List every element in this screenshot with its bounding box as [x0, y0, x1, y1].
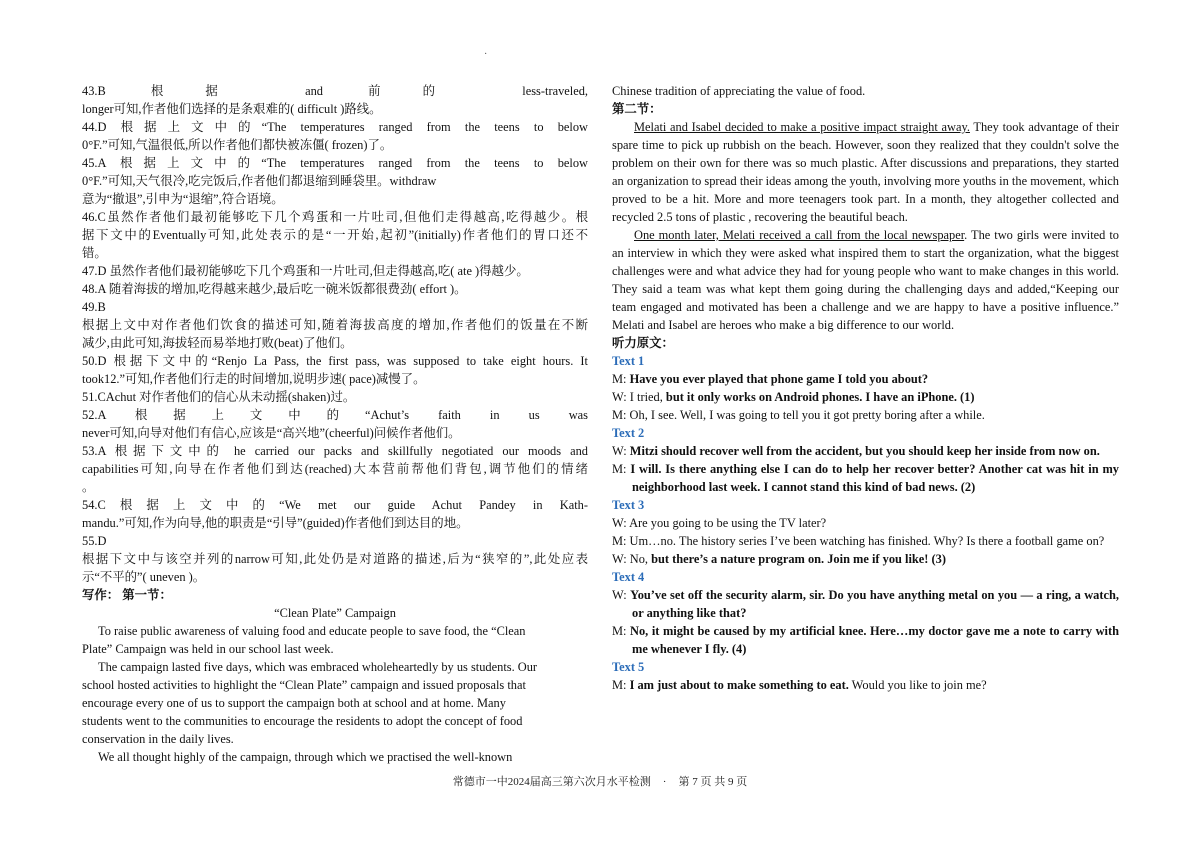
- answer-49-line2: 根据上文中对作者他们饮食的描述可知,随着海拔高度的增加,作者他们的饭量在不断: [82, 318, 588, 332]
- answer-53-line3: 。: [82, 480, 95, 494]
- section2-p1-lead-sentence: Melati and Isabel decided to make a positive impact straight away.: [634, 120, 970, 134]
- text5-line1: M: I am just about to make something to eat. Would you like to join me?: [612, 678, 987, 692]
- answer-51: 51.CAchut 对作者他们的信心从未动摇(shaken)过。: [82, 390, 356, 404]
- text5-label: Text 5: [612, 660, 645, 674]
- answer-44-line2: 0°F.”可知,气温很低,所以作者他们都快被冻僵( frozen)了。: [82, 138, 393, 152]
- answer-50-line2: took12.”可知,作者他们行走的时间增加,说明步速( pace)减慢了。: [82, 372, 426, 386]
- answer-44-line1: 44.D 根据上文中的“The temperatures ranged from the teens to below: [82, 120, 588, 134]
- text4-label: Text 4: [612, 570, 645, 584]
- text2-line2: M: I will. Is there anything else I can do to help her recover better? Another cat was hit in my neighborhood last week. I cannot stand this kind of bad news. (2): [612, 462, 1119, 494]
- answer-46-line3: 错。: [82, 246, 107, 260]
- page-footer: [0, 773, 1200, 791]
- text2-line1: W: Mitzi should recover well from the accident, but you should keep her inside from now on.: [612, 444, 1100, 458]
- text3-line3: W: No, but there’s a nature program on. Join me if you like! (3): [612, 552, 946, 566]
- answer-55-line2: 根据下文中与该空并列的narrow可知,此处仍是对道路的描述,后为“狭窄的”,此处应表: [82, 552, 588, 566]
- footer-school: 常德市一中2024届高三第六次月水平检测: [452, 776, 651, 788]
- writing-heading: 写作： 第一节：: [82, 588, 172, 602]
- answer-46-line2: 据下文中的Eventually可知,此处表示的是“一开始,起初”(initially)作者他们的胃口还不: [82, 228, 588, 242]
- section2-paragraph2: [612, 226, 1119, 334]
- header-mark: ·: [484, 49, 488, 60]
- essay-p2-line1: The campaign lasted five days, which was embraced wholeheartedly by us students. Our: [98, 660, 538, 674]
- answer-45-line2: 0°F.”可知,天气很冷,吃完饭后,作者他们都退缩到睡袋里。withdraw: [82, 174, 437, 188]
- text1-line1: M: Have you ever played that phone game I told you about?: [612, 372, 929, 386]
- answer-49-line3: 减少,由此可知,海拔轻而易举地打败(beat)了他们。: [82, 336, 353, 350]
- essay-title: “Clean Plate” Campaign: [274, 606, 396, 620]
- text1-line3: M: Oh, I see. Well, I was going to tell you it got pretty boring after a while.: [612, 408, 985, 422]
- essay-p2-line4: students went to the communities to encourage the residents to adopt the concept of food: [82, 714, 523, 728]
- text3-line2: M: Um…no. The history series I’ve been watching has finished. Why? Is there a football game on?: [612, 534, 1105, 548]
- answer-43-line2: longer可知,作者他们选择的是条艰难的( difficult )路线。: [82, 102, 382, 116]
- essay-p3-line2: Chinese tradition of appreciating the value of food.: [612, 84, 866, 98]
- answer-54-line1: 54.C根据上文中的“We met our guide Achut Pandey in Kath-: [82, 498, 588, 512]
- section2-p2-body: . The two girls were invited to an interview in which they were asked what inspired them to start the organization, what the biggest challenges were and what advice they had for young people who want to make changes in this world. They said a team was what kept them going during the challenging days and added,“Keeping our team engaged and motivated has been a challenge and we are happy to have a positive influence.” Melati and Isabel are heroes who make a big difference to our world.: [612, 228, 1119, 332]
- answer-43-line1: 43.B 根据 and 前的 less-traveled,: [82, 84, 588, 98]
- footer-dot: ·: [662, 776, 667, 788]
- answer-48: 48.A 随着海拔的增加,吃得越来越少,最后吃一碗米饭都很费劲( effort )。: [82, 282, 467, 296]
- text3-line1: W: Are you going to be using the TV later?: [612, 516, 827, 530]
- essay-p2-line2: school hosted activities to highlight the “Clean Plate” campaign and issued proposals that: [82, 678, 526, 692]
- answer-53-line1: 53.A 根据下文中的 he carried our packs and skillfully negotiated our moods and: [82, 444, 588, 458]
- essay-p1-line2: Plate” Campaign was held in our school last week.: [82, 642, 334, 656]
- answer-54-line2: mandu.”可知,作为向导,他的职责是“引导”(guided)作者他们到达目的地。: [82, 516, 469, 530]
- answer-50-line1: 50.D 根据下文中的“Renjo La Pass, the first pass, was supposed to take eight hours. It: [82, 354, 588, 368]
- essay-p2-line3: encourage every one of us to support the campaign both at school and at home. Many: [82, 696, 506, 710]
- answer-55-line1: 55.D: [82, 534, 107, 548]
- essay-p1-line1: To raise public awareness of valuing food and educate people to save food, the “Clean: [98, 624, 526, 638]
- left-column: [82, 82, 588, 766]
- essay-p2-line5: conservation in the daily lives.: [82, 732, 234, 746]
- text1-label: Text 1: [612, 354, 645, 368]
- answer-45-line1: 45.A 根据上文中的“The temperatures ranged from the teens to below: [82, 156, 588, 170]
- section2-p2-lead-sentence: One month later, Melati received a call from the local newspaper: [634, 228, 965, 242]
- text2-label: Text 2: [612, 426, 645, 440]
- section2-paragraph1: [612, 118, 1119, 226]
- text4-line1: W: You’ve set off the security alarm, sir. Do you have anything metal on you — a ring, a watch, or anything like that?: [612, 588, 1119, 620]
- listening-heading: 听力原文：: [612, 336, 674, 350]
- answer-45-line3: 意为“撤退”,引申为“退缩”,符合语境。: [82, 192, 284, 206]
- answer-47: 47.D 虽然作者他们最初能够吃下几个鸡蛋和一片吐司,但走得越高,吃( ate )得越少。: [82, 264, 529, 278]
- answer-52-line1: 52.A 根据上文中的“Achut’s faith in us was: [82, 408, 588, 422]
- answer-49-line1: 49.B: [82, 300, 106, 314]
- right-column: [612, 82, 1119, 694]
- answer-53-line2: capabilities可知,向导在作者他们到达(reached)大本营前帮他们背包,调节他们的情绪: [82, 462, 588, 476]
- essay-p3-line1: We all thought highly of the campaign, through which we practised the well-known: [98, 750, 513, 764]
- footer-page-number: 第 7 页 共 9 页: [678, 776, 748, 788]
- section2-heading: 第二节：: [612, 102, 662, 116]
- answer-46-line1: 46.C虽然作者他们最初能够吃下几个鸡蛋和一片吐司,但他们走得越高,吃得越少。根: [82, 210, 588, 224]
- text1-line2: W: I tried, but it only works on Android phones. I have an iPhone. (1): [612, 390, 975, 404]
- answer-52-line2: never可知,向导对他们有信心,应该是“高兴地”(cheerful)问候作者他们。: [82, 426, 461, 440]
- text3-label: Text 3: [612, 498, 645, 512]
- section2-p1-body: They took advantage of their spare time to pick up rubbish on the beach. However, soon they realized that they couldn't solve the problem on their own for there was so much plastic. After discussions and preparations, they started an organization to spread their ideas among the youth, involving more youths in the movement, which proved to be a hit. More and more teenagers took part. In a month, they altogether collected and recycled 2.5 tons of plastic , recovering the beautiful beach.: [612, 120, 1119, 224]
- text4-line2: M: No, it might be caused by my artificial knee. Here…my doctor gave me a note to carry with me whenever I fly. (4): [612, 624, 1119, 656]
- answer-55-line3: 示“不平的”( uneven )。: [82, 570, 206, 584]
